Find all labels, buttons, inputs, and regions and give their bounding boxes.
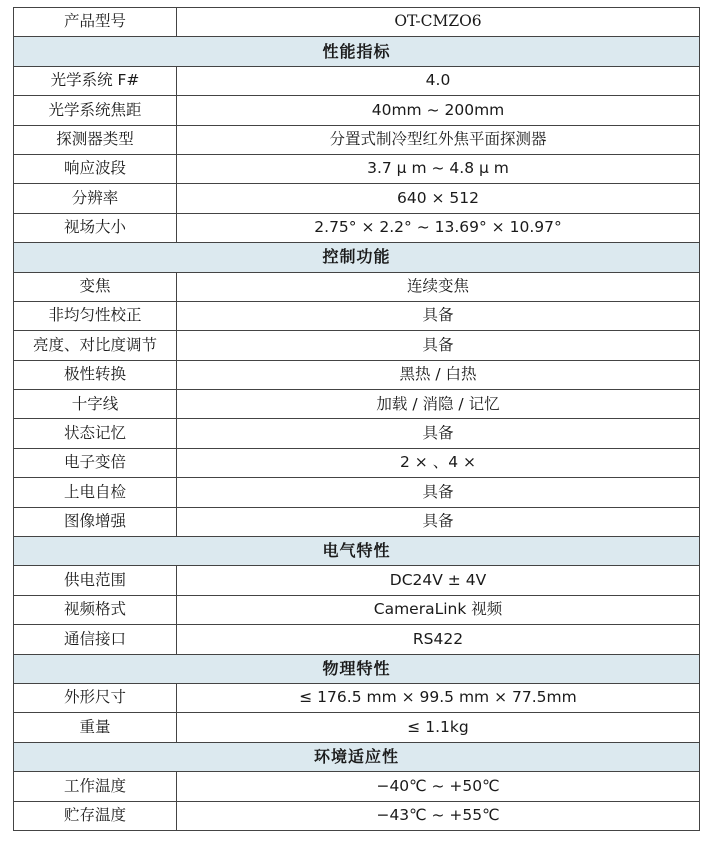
spec-label: 响应波段 bbox=[14, 154, 177, 183]
table-row bbox=[14, 448, 700, 477]
spec-table bbox=[13, 7, 700, 831]
table-row bbox=[14, 331, 700, 360]
section-header-row bbox=[14, 654, 700, 683]
spec-label: 外形尺寸 bbox=[14, 683, 177, 712]
section-header-row bbox=[14, 537, 700, 566]
spec-value: ≤ 176.5 mm × 99.5 mm × 77.5mm bbox=[177, 683, 700, 712]
table-row bbox=[14, 683, 700, 712]
table-row bbox=[14, 154, 700, 183]
spec-label: 图像增强 bbox=[14, 507, 177, 536]
spec-label: 上电自检 bbox=[14, 478, 177, 507]
section-header-row bbox=[14, 742, 700, 771]
spec-label: 工作温度 bbox=[14, 772, 177, 801]
model-row bbox=[14, 8, 700, 37]
spec-label: 视场大小 bbox=[14, 213, 177, 242]
table-row bbox=[14, 390, 700, 419]
table-row bbox=[14, 625, 700, 654]
spec-value: 黑热 / 白热 bbox=[177, 360, 700, 389]
spec-value: 加载 / 消隐 / 记忆 bbox=[177, 390, 700, 419]
spec-value: 3.7 μ m ~ 4.8 μ m bbox=[177, 154, 700, 183]
model-label: 产品型号 bbox=[14, 8, 177, 37]
spec-label: 电子变倍 bbox=[14, 448, 177, 477]
table-row bbox=[14, 301, 700, 330]
table-row bbox=[14, 96, 700, 125]
spec-value: 分置式制冷型红外焦平面探测器 bbox=[177, 125, 700, 154]
spec-label: 探测器类型 bbox=[14, 125, 177, 154]
section-title: 物理特性 bbox=[14, 654, 700, 683]
spec-label: 变焦 bbox=[14, 272, 177, 301]
spec-value: −40℃ ~ +50℃ bbox=[177, 772, 700, 801]
table-row bbox=[14, 213, 700, 242]
section-header-row bbox=[14, 37, 700, 66]
spec-label: 通信接口 bbox=[14, 625, 177, 654]
table-row bbox=[14, 801, 700, 830]
section-title: 性能指标 bbox=[14, 37, 700, 66]
spec-value: 2 × 、4 × bbox=[177, 448, 700, 477]
spec-label: 极性转换 bbox=[14, 360, 177, 389]
spec-value: 640 × 512 bbox=[177, 184, 700, 213]
table-row bbox=[14, 66, 700, 95]
table-row bbox=[14, 272, 700, 301]
spec-value: DC24V ± 4V bbox=[177, 566, 700, 595]
spec-value: 连续变焦 bbox=[177, 272, 700, 301]
table-row bbox=[14, 478, 700, 507]
table-row bbox=[14, 713, 700, 742]
section-title: 电气特性 bbox=[14, 537, 700, 566]
section-title: 控制功能 bbox=[14, 243, 700, 272]
table-row bbox=[14, 360, 700, 389]
spec-label: 非均匀性校正 bbox=[14, 301, 177, 330]
spec-value: 具备 bbox=[177, 301, 700, 330]
spec-label: 重量 bbox=[14, 713, 177, 742]
spec-label: 分辨率 bbox=[14, 184, 177, 213]
spec-label: 贮存温度 bbox=[14, 801, 177, 830]
spec-value: −43℃ ~ +55℃ bbox=[177, 801, 700, 830]
spec-label: 亮度、对比度调节 bbox=[14, 331, 177, 360]
model-value: OT-CMZO6 bbox=[177, 8, 700, 37]
table-row bbox=[14, 125, 700, 154]
section-header-row bbox=[14, 243, 700, 272]
spec-label: 十字线 bbox=[14, 390, 177, 419]
spec-value: CameraLink 视频 bbox=[177, 595, 700, 624]
table-row bbox=[14, 566, 700, 595]
spec-label: 供电范围 bbox=[14, 566, 177, 595]
spec-value: 具备 bbox=[177, 419, 700, 448]
spec-table-body bbox=[14, 8, 700, 831]
spec-label: 光学系统焦距 bbox=[14, 96, 177, 125]
spec-label: 状态记忆 bbox=[14, 419, 177, 448]
spec-value: 2.75° × 2.2° ~ 13.69° × 10.97° bbox=[177, 213, 700, 242]
spec-value: 4.0 bbox=[177, 66, 700, 95]
table-row bbox=[14, 419, 700, 448]
spec-value: ≤ 1.1kg bbox=[177, 713, 700, 742]
spec-value: 40mm ~ 200mm bbox=[177, 96, 700, 125]
spec-value: 具备 bbox=[177, 478, 700, 507]
spec-value: 具备 bbox=[177, 331, 700, 360]
table-row bbox=[14, 507, 700, 536]
section-title: 环境适应性 bbox=[14, 742, 700, 771]
table-row bbox=[14, 595, 700, 624]
table-row bbox=[14, 772, 700, 801]
spec-value: RS422 bbox=[177, 625, 700, 654]
spec-label: 视频格式 bbox=[14, 595, 177, 624]
spec-value: 具备 bbox=[177, 507, 700, 536]
table-row bbox=[14, 184, 700, 213]
spec-label: 光学系统 F# bbox=[14, 66, 177, 95]
